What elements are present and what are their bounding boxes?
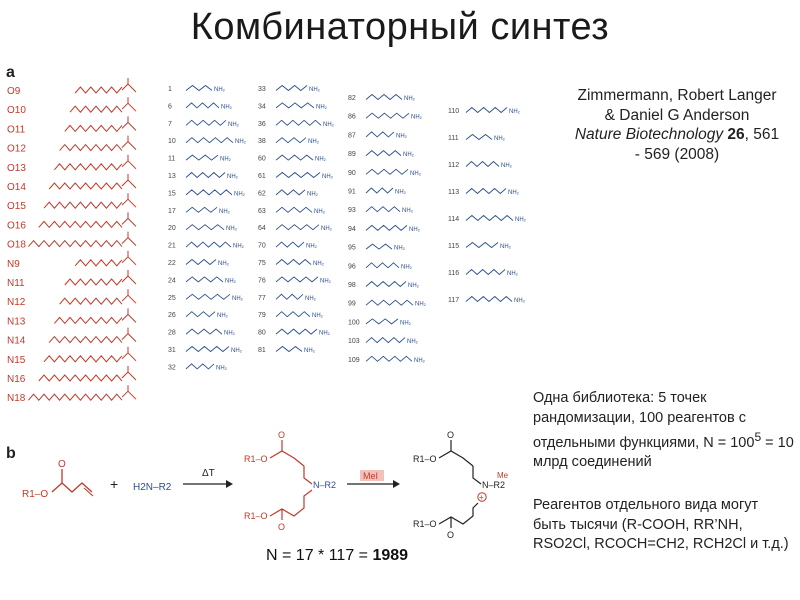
svg-text:Me: Me xyxy=(497,471,509,480)
amine-nh2: NH₂ xyxy=(323,121,334,128)
amine-nh2: NH₂ xyxy=(234,191,245,198)
tail-head xyxy=(122,142,128,148)
amine-structure xyxy=(276,190,305,195)
amine-number: 99 xyxy=(348,300,356,308)
tail-chain xyxy=(60,298,122,304)
amine-nh2: NH₂ xyxy=(400,320,411,327)
library-note: Одна библиотека: 5 точек рандомизации, 100 реагентов с отдельными функциями, $N = 100^5 = 10$ млрд соединений xyxy=(533,390,794,471)
tail-label: O16 xyxy=(7,220,26,232)
amine-nh2: NH₂ xyxy=(232,295,243,302)
amine-number: 115 xyxy=(448,243,460,250)
tail-chain xyxy=(49,183,122,189)
amine-number: 22 xyxy=(168,260,176,267)
amine-structure xyxy=(366,263,399,268)
amine-nh2: NH₂ xyxy=(221,104,232,111)
amine-number: 20 xyxy=(168,225,176,233)
svg-text:O: O xyxy=(278,430,286,440)
amine-list xyxy=(168,86,527,372)
amine-structure xyxy=(276,207,312,212)
tail-label: N15 xyxy=(7,354,26,366)
citation-volume: 26 xyxy=(727,126,745,143)
amine-number: 26 xyxy=(168,312,176,320)
amine-structure xyxy=(276,120,321,125)
amine-nh2: NH₂ xyxy=(225,278,236,285)
amine-nh2: NH₂ xyxy=(415,301,426,308)
amine-number: 10 xyxy=(168,138,176,146)
tail-label: O9 xyxy=(7,86,21,97)
tail-head xyxy=(122,103,128,109)
n-formula-result: 1989 xyxy=(372,547,409,564)
amine-number: 13 xyxy=(168,173,176,180)
amine-nh2: NH₂ xyxy=(403,152,414,159)
amine-nh2: NH₂ xyxy=(414,357,425,364)
amine-structure xyxy=(276,260,311,265)
amine-nh2: NH₂ xyxy=(231,348,242,354)
acrylate-o: O xyxy=(58,459,66,470)
amine-number: 7 xyxy=(168,120,172,128)
amine-number: 63 xyxy=(258,207,266,215)
amine-structure xyxy=(466,135,492,140)
amine-structure xyxy=(366,113,409,118)
amine-structure xyxy=(276,294,303,299)
amine-structure xyxy=(276,312,310,317)
amine-structure xyxy=(466,216,513,221)
amine-nh2: NH₂ xyxy=(322,174,333,180)
amine-structure xyxy=(186,86,212,91)
tail-chain xyxy=(75,260,122,266)
amine-nh2: NH₂ xyxy=(306,243,317,250)
panel-label-b: b xyxy=(6,445,16,462)
amine-structure xyxy=(466,189,506,194)
amine-structure xyxy=(186,364,214,369)
svg-text:O: O xyxy=(278,522,286,532)
amine-number: 95 xyxy=(348,244,356,252)
tail-end xyxy=(128,372,136,380)
tail-head xyxy=(122,314,128,320)
tail-label: O15 xyxy=(7,201,26,213)
amine-number: 86 xyxy=(348,113,356,121)
n-formula: N = 17 * 117 = 1989 xyxy=(266,547,409,564)
amine-number: 62 xyxy=(258,190,266,198)
tail-head xyxy=(122,353,128,359)
scheme-plus: + xyxy=(110,476,119,492)
amine-nh2: NH₂ xyxy=(320,278,331,285)
amine-nh2: NH₂ xyxy=(404,96,415,102)
svg-text:O: O xyxy=(447,430,455,440)
amine-number: 34 xyxy=(258,103,266,111)
tail-head xyxy=(122,199,128,205)
tail-end xyxy=(128,391,136,399)
reaction-arrow-2-head xyxy=(393,480,400,488)
amine-nh2: NH₂ xyxy=(501,163,512,169)
amine-nh2: NH₂ xyxy=(402,208,413,215)
amine-structure xyxy=(276,329,317,334)
amine-structure xyxy=(366,169,408,174)
scheme-r1o-label: R1–O xyxy=(22,489,49,500)
amine-structure xyxy=(186,312,215,317)
amine-number: 114 xyxy=(448,216,460,223)
tail-end xyxy=(128,295,136,303)
tail-label: N13 xyxy=(7,316,26,328)
amine-structure xyxy=(366,151,401,156)
tail-end xyxy=(128,84,136,92)
amine-nh2: NH₂ xyxy=(407,339,418,346)
amine-structure xyxy=(276,242,304,247)
amine-number: 61 xyxy=(258,173,266,180)
amine-nh2: NH₂ xyxy=(410,170,421,177)
tail-end xyxy=(128,257,136,265)
amine-nh2: NH₂ xyxy=(515,217,526,223)
amine-structure xyxy=(366,188,393,193)
tail-head xyxy=(122,84,128,90)
tail-label: N11 xyxy=(7,278,25,289)
amine-nh2: NH₂ xyxy=(304,348,315,354)
amine-number: 110 xyxy=(448,108,460,115)
tail-label: O18 xyxy=(7,239,26,251)
amine-number: 90 xyxy=(348,169,356,177)
amine-number: 96 xyxy=(348,263,356,271)
amine-number: 11 xyxy=(168,155,176,163)
tail-head xyxy=(122,391,128,397)
amine-structure xyxy=(186,103,219,108)
tail-label: O12 xyxy=(7,143,26,155)
tail-head xyxy=(122,218,128,224)
amine-nh2: NH₂ xyxy=(228,121,239,128)
amine-number: 64 xyxy=(258,225,266,233)
amine-structure xyxy=(186,277,223,282)
amine-nh2: NH₂ xyxy=(219,208,230,215)
amine-nh2: NH₂ xyxy=(411,114,422,121)
amine-number: 76 xyxy=(258,277,266,285)
amine-nh2: NH₂ xyxy=(508,190,519,196)
amine-number: 21 xyxy=(168,242,176,250)
amine-number: 36 xyxy=(258,120,266,128)
amine-nh2: NH₂ xyxy=(409,226,420,233)
citation-journal: Nature Biotechnology xyxy=(574,126,724,143)
svg-text:N–R2: N–R2 xyxy=(313,480,337,490)
amine-nh2: NH₂ xyxy=(218,261,229,267)
amine-number: 80 xyxy=(258,329,266,337)
tail-chain xyxy=(28,241,122,247)
tail-label: O10 xyxy=(7,105,26,117)
amine-number: 113 xyxy=(448,189,460,196)
tail-end xyxy=(128,276,136,284)
amine-nh2: NH₂ xyxy=(313,261,324,267)
amine-number: 87 xyxy=(348,132,356,140)
amine-nh2: NH₂ xyxy=(401,264,412,271)
amine-nh2: NH₂ xyxy=(235,139,246,146)
amine-structure xyxy=(466,162,499,167)
amine-number: 1 xyxy=(168,86,172,93)
tail-end xyxy=(128,161,136,169)
amine-number: 38 xyxy=(258,138,266,146)
tail-label: N18 xyxy=(7,393,26,405)
amine-structure xyxy=(366,95,402,100)
tail-label: O11 xyxy=(7,124,26,136)
amine-nh2: NH₂ xyxy=(507,271,518,277)
amine-nh2: NH₂ xyxy=(396,133,407,140)
amine-number: 93 xyxy=(348,207,356,215)
tail-chain xyxy=(60,145,122,151)
amine-nh2: NH₂ xyxy=(395,189,406,196)
amine-nh2: NH₂ xyxy=(316,104,327,111)
tail-label: O13 xyxy=(7,162,26,174)
amine-nh2: NH₂ xyxy=(312,313,323,320)
amine-structure xyxy=(186,294,230,299)
arrow-heat-label: ΔT xyxy=(202,468,215,479)
citation-pages: , 561 - 569 (2008) xyxy=(634,126,780,163)
amine-structure xyxy=(186,190,232,195)
amine-structure xyxy=(186,347,229,352)
tail-label: N9 xyxy=(7,258,20,270)
tail-chain xyxy=(54,164,122,170)
amine-nh2: NH₂ xyxy=(214,87,225,93)
amine-structure xyxy=(366,319,398,324)
amine-number: 79 xyxy=(258,312,266,320)
amine-structure xyxy=(276,173,320,178)
amine-nh2: NH₂ xyxy=(408,283,419,289)
amine-structure xyxy=(276,277,318,282)
amine-number: 98 xyxy=(348,282,356,289)
amine-structure xyxy=(466,108,507,113)
amine-nh2: NH₂ xyxy=(309,87,320,93)
tail-end xyxy=(128,218,136,226)
tail-head xyxy=(122,276,128,282)
amine-structure xyxy=(466,270,505,275)
amine-structure xyxy=(366,356,412,361)
tail-end xyxy=(128,238,136,246)
amine-nh2: NH₂ xyxy=(500,244,511,250)
tail-chain xyxy=(39,221,122,227)
citation-authors: Zimmermann, Robert Langer & Daniel G Anderson xyxy=(577,87,777,124)
amine-structure xyxy=(186,242,231,247)
amine-structure xyxy=(276,225,319,230)
amine-number: 82 xyxy=(348,95,356,102)
tail-head xyxy=(122,238,128,244)
svg-text:R1–O: R1–O xyxy=(413,519,437,529)
tail-head xyxy=(122,180,128,186)
amine-structure xyxy=(276,347,302,352)
amine-number: 33 xyxy=(258,86,266,93)
amine-structure xyxy=(366,300,413,305)
slide-title: Комбинаторный синтез xyxy=(190,6,610,48)
reagents-note: Реагентов отдельного вида могут быть тысячи (R-COOH, RR’NH, RSO2Cl, RCOCH=CH2, RCH2Cl и т.д.) xyxy=(533,497,789,552)
reaction-scheme xyxy=(22,430,509,540)
amine-number: 91 xyxy=(348,188,356,196)
tail-head xyxy=(122,161,128,167)
amine-number: 112 xyxy=(448,162,460,169)
tail-label: N12 xyxy=(7,297,26,309)
tail-head xyxy=(122,334,128,340)
amine-number: 117 xyxy=(448,297,460,304)
citation xyxy=(572,86,782,164)
amine-number: 89 xyxy=(348,151,356,159)
panel-label-a: a xyxy=(6,64,15,81)
amine-structure xyxy=(186,260,216,265)
tail-label: O14 xyxy=(7,182,26,193)
amine-number: 31 xyxy=(168,347,176,354)
amine-nh2: NH₂ xyxy=(394,245,405,252)
amine-nh2: NH₂ xyxy=(233,243,244,250)
scheme-amine-label: H2N–R2 xyxy=(133,482,172,493)
amine-structure xyxy=(276,138,306,143)
amine-number: 25 xyxy=(168,294,176,302)
amine-number: 75 xyxy=(258,260,266,267)
amine-nh2: NH₂ xyxy=(226,226,237,233)
tail-label: N14 xyxy=(7,335,26,347)
svg-text:+: + xyxy=(479,493,484,502)
svg-text:N–R2: N–R2 xyxy=(482,480,506,490)
amine-nh2: NH₂ xyxy=(494,136,505,142)
tail-head xyxy=(122,122,128,128)
amine-number: 100 xyxy=(348,319,360,327)
amine-structure xyxy=(186,173,225,178)
tail-chain xyxy=(44,202,122,208)
amine-nh2: NH₂ xyxy=(509,109,520,115)
product-2-structure xyxy=(413,430,509,540)
tail-head xyxy=(122,257,128,263)
tail-end xyxy=(128,122,136,130)
amine-nh2: NH₂ xyxy=(321,226,332,233)
amine-structure xyxy=(186,138,233,143)
amine-number: 103 xyxy=(348,338,360,346)
amine-structure xyxy=(186,120,226,125)
tail-chain xyxy=(44,356,122,362)
tail-chain xyxy=(70,106,122,112)
tail-end xyxy=(128,142,136,150)
tail-chain xyxy=(65,279,122,285)
amine-structure xyxy=(366,132,394,137)
amine-nh2: NH₂ xyxy=(224,330,235,337)
amine-number: 109 xyxy=(348,356,360,364)
tail-chain xyxy=(39,375,122,381)
amine-structure xyxy=(186,155,218,160)
acrylate-structure xyxy=(52,483,92,492)
amine-nh2: NH₂ xyxy=(319,330,330,337)
amine-number: 111 xyxy=(448,135,459,142)
amine-structure xyxy=(186,329,222,334)
amine-structure xyxy=(186,225,224,230)
svg-text:R1–O: R1–O xyxy=(413,454,437,464)
tail-label: N16 xyxy=(7,374,26,385)
tail-end xyxy=(128,199,136,207)
reaction-arrow-1-head xyxy=(226,480,233,488)
amine-nh2: NH₂ xyxy=(514,298,525,304)
tail-chain xyxy=(54,317,122,323)
tail-chain xyxy=(65,125,122,131)
amine-number: 17 xyxy=(168,207,176,215)
amine-number: 15 xyxy=(168,190,176,198)
tail-chain xyxy=(75,87,122,93)
amine-nh2: NH₂ xyxy=(220,156,231,163)
amine-number: 81 xyxy=(258,347,266,354)
svg-text:R1–O: R1–O xyxy=(244,454,268,464)
amine-number: 116 xyxy=(448,270,460,277)
product-1-structure xyxy=(244,430,336,532)
amine-nh2: NH₂ xyxy=(305,295,316,302)
amine-number: 60 xyxy=(258,155,266,163)
amine-number: 6 xyxy=(168,103,172,111)
amine-nh2: NH₂ xyxy=(217,313,228,320)
amine-number: 77 xyxy=(258,294,266,302)
amine-structure xyxy=(366,207,400,212)
amine-nh2: NH₂ xyxy=(308,139,319,146)
amine-nh2: NH₂ xyxy=(227,174,238,180)
tail-end xyxy=(128,314,136,322)
amine-nh2: NH₂ xyxy=(315,156,326,163)
svg-text:R1–O: R1–O xyxy=(244,511,268,521)
amine-number: 94 xyxy=(348,225,356,233)
tail-head xyxy=(122,295,128,301)
library-note-exponent: 5 xyxy=(754,430,762,444)
tail-chain xyxy=(49,337,122,343)
amine-number: 70 xyxy=(258,242,266,250)
amine-structure xyxy=(366,225,407,230)
svg-text:O: O xyxy=(447,530,455,540)
amine-nh2: NH₂ xyxy=(314,208,325,215)
amine-nh2: NH₂ xyxy=(307,191,318,198)
arrow-mei-label: MeI xyxy=(363,471,379,481)
amine-number: 24 xyxy=(168,277,176,285)
tail-chain xyxy=(28,394,122,400)
tail-head xyxy=(122,372,128,378)
amine-number: 32 xyxy=(168,364,176,372)
tail-end xyxy=(128,334,136,342)
tail-end xyxy=(128,353,136,361)
lipid-tail-list xyxy=(7,78,136,404)
amine-structure xyxy=(366,282,406,287)
amine-structure xyxy=(366,244,392,249)
amine-structure xyxy=(276,86,307,91)
tail-end xyxy=(128,103,136,111)
amine-structure xyxy=(366,338,405,343)
amine-structure xyxy=(186,207,217,212)
amine-nh2: NH₂ xyxy=(216,365,227,372)
amine-number: 28 xyxy=(168,329,176,337)
amine-structure xyxy=(276,155,313,160)
tail-end xyxy=(128,180,136,188)
amine-structure xyxy=(276,103,314,108)
amine-structure xyxy=(466,297,512,302)
amine-structure xyxy=(466,243,498,248)
